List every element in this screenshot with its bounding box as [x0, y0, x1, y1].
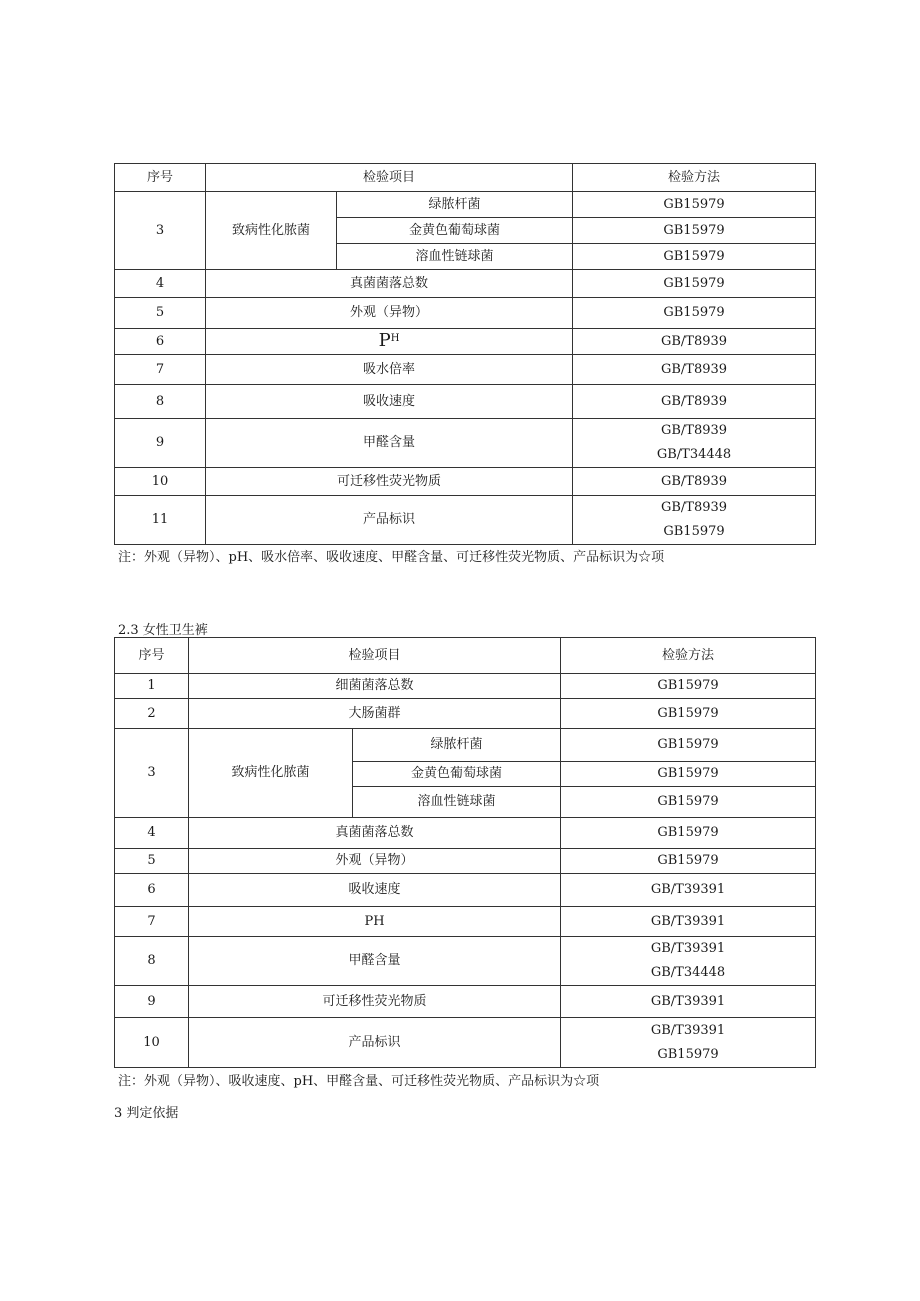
method-cell-multi — [561, 1018, 816, 1068]
item-cell: 产品标识 — [206, 496, 573, 545]
item-sub: 绿脓杆菌 — [337, 192, 573, 218]
method-cell: GB15979 — [561, 699, 816, 729]
item-cell: 甲醛含量 — [206, 419, 573, 468]
item-sub: 溶血性链球菌 — [337, 244, 573, 270]
table-row — [115, 270, 816, 298]
table-row — [115, 355, 816, 385]
method-cell: GB15979 — [561, 674, 816, 699]
method-cell: GB15979 — [573, 218, 816, 244]
method-line: GB15979 — [663, 524, 725, 539]
ph-sup: H — [390, 332, 400, 344]
table-row — [115, 329, 816, 355]
row-no: 2 — [115, 699, 189, 729]
table-row — [115, 986, 816, 1018]
method-line: GB/T39391 — [650, 941, 726, 956]
table-1-note: 注：外观（异物）、pH、吸水倍率、吸收速度、甲醛含量、可迁移性荧光物质、产品标识为☆项 — [118, 550, 665, 565]
method-line: GB/T8939 — [660, 500, 728, 515]
method-cell: GB15979 — [561, 787, 816, 818]
table-row — [115, 874, 816, 907]
item-sub: 金黄色葡萄球菌 — [337, 218, 573, 244]
method-cell: GB15979 — [573, 298, 816, 329]
table-row — [115, 937, 816, 986]
row-no: 7 — [115, 355, 206, 385]
method-line: GB/T34448 — [650, 965, 726, 980]
item-cell: 吸收速度 — [206, 385, 573, 419]
item-cell: 产品标识 — [189, 1018, 561, 1068]
table-row — [115, 468, 816, 496]
method-line: GB/T34448 — [656, 447, 732, 462]
method-cell-multi — [573, 496, 816, 545]
method-cell: GB/T8939 — [573, 468, 816, 496]
method-cell: GB/T39391 — [561, 907, 816, 937]
table-row — [115, 298, 816, 329]
method-cell-multi — [573, 419, 816, 468]
row-no: 7 — [115, 907, 189, 937]
row-no: 3 — [115, 192, 206, 270]
table-row — [115, 818, 816, 849]
row-no: 3 — [115, 729, 189, 818]
item-cell: 细菌菌落总数 — [189, 674, 561, 699]
item-cell: 甲醛含量 — [189, 937, 561, 986]
row-no: 9 — [115, 419, 206, 468]
table-row — [115, 907, 816, 937]
method-cell: GB15979 — [561, 849, 816, 874]
method-cell: GB15979 — [573, 244, 816, 270]
row-no: 10 — [115, 1018, 189, 1068]
inspection-table-2 — [114, 637, 816, 1068]
item-sub: 绿脓杆菌 — [353, 729, 561, 762]
item-cell: 可迁移性荧光物质 — [206, 468, 573, 496]
row-no: 11 — [115, 496, 206, 545]
item-group: 致病性化脓菌 — [206, 192, 337, 270]
item-sub: 金黄色葡萄球菌 — [353, 762, 561, 787]
table-row — [115, 674, 816, 699]
method-cell: GB15979 — [573, 192, 816, 218]
table-header-row — [115, 638, 816, 674]
method-cell-multi — [561, 937, 816, 986]
row-no: 1 — [115, 674, 189, 699]
table-row — [115, 1018, 816, 1068]
method-line: GB/T8939 — [660, 423, 728, 438]
method-cell: GB15979 — [561, 762, 816, 787]
method-cell: GB15979 — [561, 729, 816, 762]
ph-main: P — [378, 329, 391, 351]
section-2-3-title: 2.3 女性卫生裤 — [118, 623, 208, 638]
header-method: 检验方法 — [573, 164, 816, 192]
method-cell: GB/T39391 — [561, 874, 816, 907]
item-group: 致病性化脓菌 — [189, 729, 353, 818]
item-cell: 吸水倍率 — [206, 355, 573, 385]
table-row — [115, 385, 816, 419]
table-row — [115, 419, 816, 468]
table-2-note: 注：外观（异物）、吸收速度、pH、甲醛含量、可迁移性荧光物质、产品标识为☆项 — [118, 1074, 600, 1089]
method-cell: GB/T39391 — [561, 986, 816, 1018]
item-cell: 真菌菌落总数 — [206, 270, 573, 298]
row-no: 8 — [115, 385, 206, 419]
row-no: 9 — [115, 986, 189, 1018]
header-item: 检验项目 — [189, 638, 561, 674]
item-cell: 真菌菌落总数 — [189, 818, 561, 849]
method-line: GB15979 — [657, 1046, 719, 1062]
table-row — [115, 729, 816, 762]
header-no: 序号 — [115, 638, 189, 674]
item-sub: 溶血性链球菌 — [353, 787, 561, 818]
header-item: 检验项目 — [206, 164, 573, 192]
table-row — [115, 699, 816, 729]
item-cell: 外观（异物） — [189, 849, 561, 874]
row-no: 6 — [115, 874, 189, 907]
row-no: 8 — [115, 937, 189, 986]
table-header-row — [115, 164, 816, 192]
item-cell: 可迁移性荧光物质 — [189, 986, 561, 1018]
header-method: 检验方法 — [561, 638, 816, 674]
item-cell: 吸收速度 — [189, 874, 561, 907]
item-cell: 外观（异物） — [206, 298, 573, 329]
method-cell: GB/T8939 — [573, 329, 816, 355]
method-cell: GB15979 — [573, 270, 816, 298]
row-no: 4 — [115, 270, 206, 298]
header-no: 序号 — [115, 164, 206, 192]
table-row — [115, 496, 816, 545]
item-cell: 大肠菌群 — [189, 699, 561, 729]
method-cell: GB/T8939 — [573, 355, 816, 385]
row-no: 5 — [115, 849, 189, 874]
section-3-title: 3 判定依据 — [114, 1106, 179, 1121]
table-row — [115, 849, 816, 874]
method-cell: GB15979 — [561, 818, 816, 849]
row-no: 6 — [115, 329, 206, 355]
method-line: GB/T39391 — [650, 1022, 726, 1038]
item-cell-ph — [206, 329, 573, 355]
row-no: 4 — [115, 818, 189, 849]
row-no: 5 — [115, 298, 206, 329]
inspection-table-1 — [114, 163, 816, 545]
item-cell: PH — [189, 907, 561, 937]
table-row — [115, 192, 816, 218]
method-cell: GB/T8939 — [573, 385, 816, 419]
row-no: 10 — [115, 468, 206, 496]
